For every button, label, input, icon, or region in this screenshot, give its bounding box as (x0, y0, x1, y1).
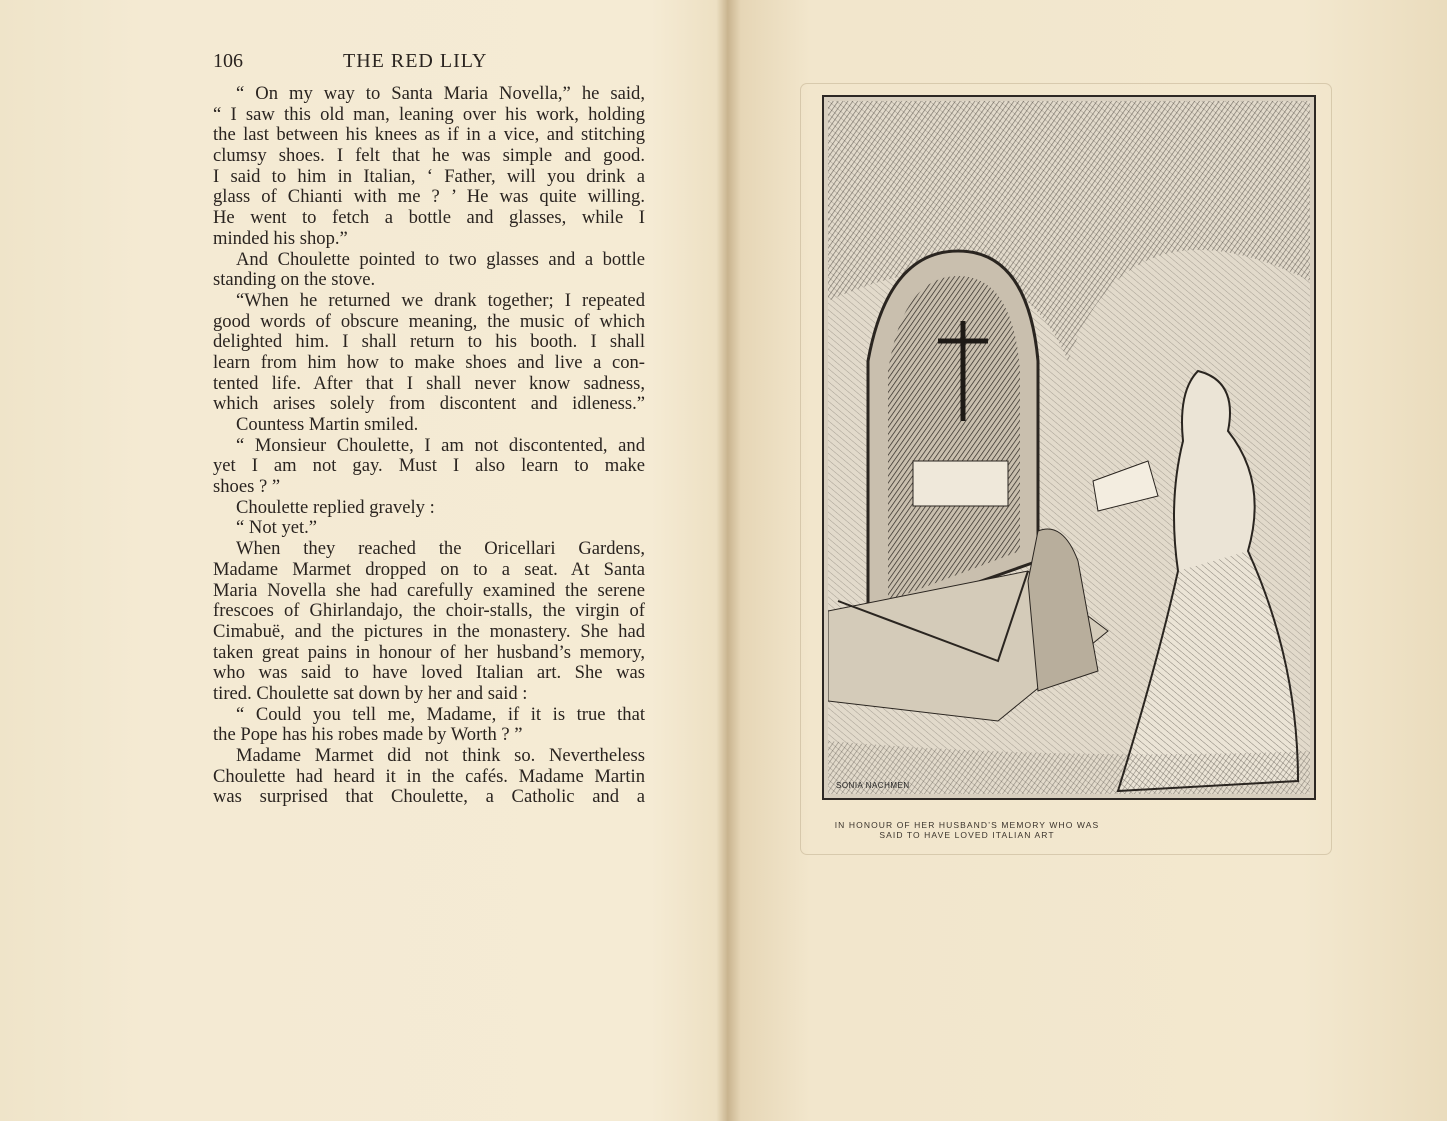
text-line: minded his shop.” (213, 227, 348, 249)
text-line: frescoes of Ghirlandajo, the choir-stalls, the virgin of (213, 600, 645, 622)
text-line: “ I saw this old man, leaning over his work, holding (213, 103, 645, 125)
text-line: taken great pains in honour of her husband’s memory, (213, 641, 645, 663)
caption-line: SAID TO HAVE LOVED ITALIAN ART (879, 830, 1055, 840)
text-line: yet I am not gay. Must I also learn to make (213, 455, 645, 477)
text-line: “ Not yet.” (236, 517, 318, 539)
caption-line: IN HONOUR OF HER HUSBAND’S MEMORY WHO WAS (834, 820, 1100, 830)
text-line: “ Monsieur Choulette, I am not discontented, and (236, 434, 645, 456)
text-line: Madame Marmet dropped on to a seat. At Santa (213, 558, 645, 580)
illustration (822, 95, 1316, 800)
paragraph (213, 436, 645, 498)
running-head (213, 50, 645, 76)
body-text (213, 84, 645, 808)
text-line: “ Could you tell me, Madame, if it is true that (236, 703, 645, 725)
paragraph (213, 291, 645, 415)
text-line: He went to fetch a bottle and glasses, while I (213, 207, 645, 229)
paragraph (213, 84, 645, 250)
text-line: tented life. After that I shall never know sadness, (213, 372, 645, 394)
page-number: 106 (213, 50, 243, 72)
illustration-caption (822, 820, 1112, 840)
text-line: was surprised that Choulette, a Catholic and a (213, 786, 645, 808)
text-line: learn from him how to make shoes and live a con- (213, 351, 645, 373)
text-line: Maria Novella she had carefully examined the serene (213, 579, 645, 601)
text-line: the Pope has his robes made by Worth ? ” (213, 724, 523, 746)
text-line: “ On my way to Santa Maria Novella,” he said, (236, 83, 645, 104)
artist-signature: SONIA NACHMEN (836, 781, 910, 790)
text-line: I said to him in Italian, ‘ Father, will you drink a (213, 165, 645, 187)
text-line: tired. Choulette sat down by her and said : (213, 682, 528, 704)
paragraph (213, 705, 645, 746)
text-line: And Choulette pointed to two glasses and a bottle (236, 248, 645, 270)
text-line: who was said to have loved Italian art. She was (213, 662, 645, 684)
text-line: glass of Chianti with me ? ’ He was quite willing. (213, 186, 645, 208)
paragraph (213, 415, 645, 436)
church-interior-etching (828, 101, 1310, 794)
running-title: THE RED LILY (343, 50, 488, 72)
text-line: clumsy shoes. I felt that he was simple and good. (213, 145, 645, 167)
text-line: Cimabuë, and the pictures in the monastery. She had (213, 620, 645, 642)
paragraph (213, 518, 645, 539)
text-line: Choulette had heard it in the cafés. Madame Martin (213, 765, 645, 787)
text-line: “When he returned we drank together; I repeated (236, 289, 645, 311)
paragraph (213, 539, 645, 705)
text-line: Madame Marmet did not think so. Nevertheless (236, 745, 645, 766)
text-line: good words of obscure meaning, the music of which (213, 310, 645, 332)
text-line: Countess Martin smiled. (236, 414, 419, 435)
paragraph (213, 498, 645, 519)
text-line: standing on the stove. (213, 269, 376, 291)
text-line: Choulette replied gravely : (236, 496, 435, 518)
paragraph (213, 746, 645, 808)
text-line: the last between his knees as if in a vice, and stitching (213, 124, 645, 146)
text-line: When they reached the Oricellari Gardens, (236, 538, 645, 560)
text-line: shoes ? ” (213, 476, 281, 498)
text-line: delighted him. I shall return to his booth. I shall (213, 331, 645, 353)
paragraph (213, 250, 645, 291)
text-line: which arises solely from discontent and idleness.” (213, 393, 645, 415)
